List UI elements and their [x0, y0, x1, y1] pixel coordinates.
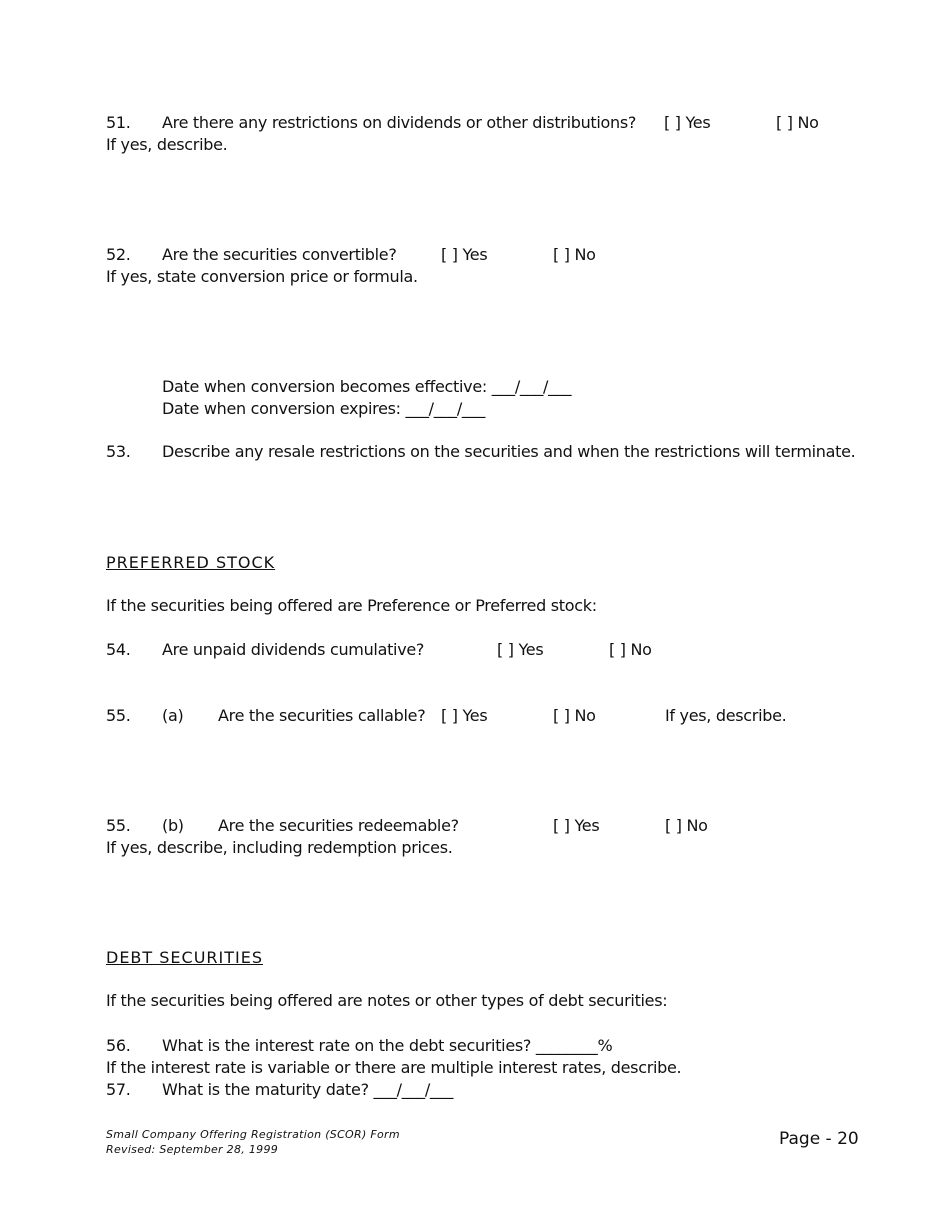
debt-securities-intro: If the securities being offered are notes or other types of debt securities: [106, 991, 668, 1010]
question-55b-followup: If yes, describe, including redemption prices. [106, 838, 453, 857]
footer-revision-date: Revised: September 28, 1999 [106, 1143, 279, 1156]
preferred-stock-intro: If the securities being offered are Preference or Preferred stock: [106, 596, 597, 615]
yes-checkbox[interactable]: [ ] Yes [664, 113, 711, 132]
no-checkbox[interactable]: [ ] No [553, 706, 596, 725]
footer-form-title: Small Company Offering Registration (SCOR) Form [106, 1128, 400, 1141]
yes-checkbox[interactable]: [ ] Yes [553, 816, 600, 835]
no-checkbox[interactable]: [ ] No [665, 816, 708, 835]
question-56-followup: If the interest rate is variable or there are multiple interest rates, describe. [106, 1058, 682, 1077]
question-followup: If yes, describe. [665, 706, 787, 725]
question-text: Are unpaid dividends cumulative? [162, 640, 425, 659]
question-text: Are the securities convertible? [162, 245, 397, 264]
question-number: 54. [106, 640, 131, 659]
interest-rate-field[interactable]: What is the interest rate on the debt securities? ________% [162, 1036, 613, 1055]
question-text: Are the securities callable? [218, 706, 426, 725]
yes-checkbox[interactable]: [ ] Yes [441, 706, 488, 725]
question-part: (a) [162, 706, 184, 725]
no-checkbox[interactable]: [ ] No [776, 113, 819, 132]
conversion-expiry-date-field[interactable]: Date when conversion expires: ___/___/___ [162, 399, 486, 418]
page-number: Page - 20 [779, 1129, 859, 1149]
question-number: 55. [106, 706, 131, 725]
question-number: 53. [106, 442, 131, 461]
question-number: 55. [106, 816, 131, 835]
yes-checkbox[interactable]: [ ] Yes [497, 640, 544, 659]
maturity-date-field[interactable]: What is the maturity date? ___/___/___ [162, 1080, 454, 1099]
question-number: 57. [106, 1080, 131, 1099]
question-51-followup: If yes, describe. [106, 135, 228, 154]
question-text: Are there any restrictions on dividends or other distributions? [162, 113, 637, 132]
no-checkbox[interactable]: [ ] No [553, 245, 596, 264]
debt-securities-heading: DEBT SECURITIES [106, 948, 264, 967]
question-text: Describe any resale restrictions on the securities and when the restrictions will terminate. [162, 442, 856, 461]
question-52-followup: If yes, state conversion price or formula. [106, 267, 418, 286]
question-number: 51. [106, 113, 131, 132]
question-number: 52. [106, 245, 131, 264]
question-number: 56. [106, 1036, 131, 1055]
no-checkbox[interactable]: [ ] No [609, 640, 652, 659]
yes-checkbox[interactable]: [ ] Yes [441, 245, 488, 264]
question-part: (b) [162, 816, 184, 835]
question-text: Are the securities redeemable? [218, 816, 459, 835]
conversion-effective-date-field[interactable]: Date when conversion becomes effective: ___/___/___ [162, 377, 572, 396]
preferred-stock-heading: PREFERRED STOCK [106, 553, 276, 572]
